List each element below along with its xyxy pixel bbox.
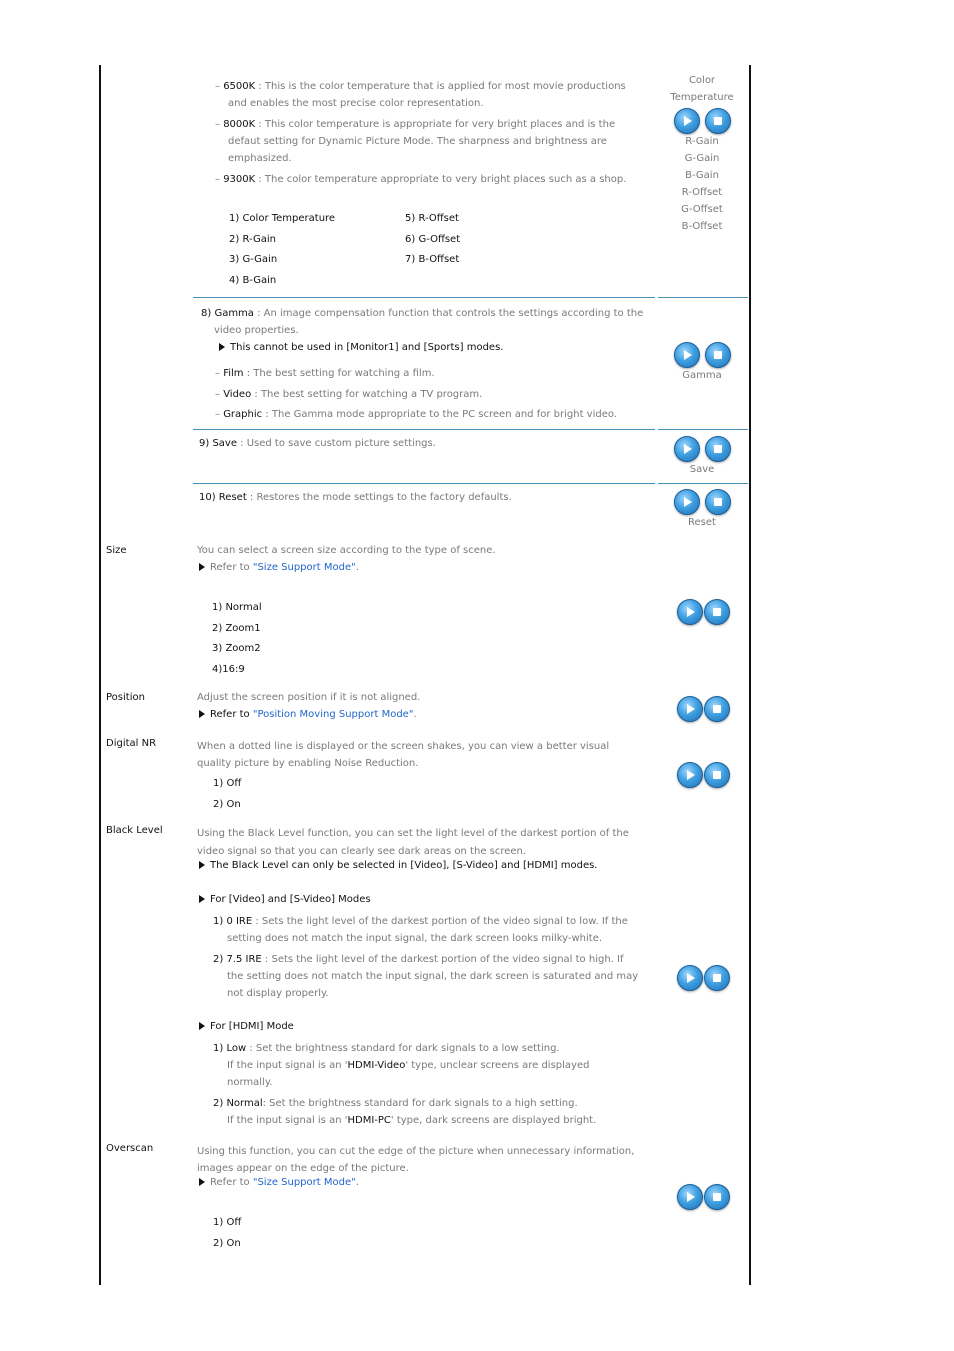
refer-suffix: . xyxy=(355,1177,359,1188)
list-item: 2) On xyxy=(213,1237,241,1249)
play-button-icon[interactable] xyxy=(677,762,703,788)
list-item: 4) B-Gain xyxy=(229,275,277,287)
item-desc: : The best setting for watching a TV program. xyxy=(251,388,483,400)
low-item xyxy=(213,1040,589,1091)
item-desc-line2: the setting does not match the input signal, the dark screen is saturated and may xyxy=(227,971,639,982)
color-temp-buttons xyxy=(674,108,730,134)
play-button-icon[interactable] xyxy=(674,108,700,134)
play-button-icon[interactable] xyxy=(674,342,700,368)
list-item: 1) Off xyxy=(213,778,242,789)
save-side-label: Save xyxy=(689,464,715,475)
stop-button-icon[interactable] xyxy=(705,342,731,368)
item-desc-line2: setting does not match the input signal, the dark screen looks milky-white. xyxy=(227,933,603,944)
list-item: 3) Zoom2 xyxy=(212,643,261,655)
black-level-desc xyxy=(197,825,629,860)
size-support-mode-link[interactable]: "Size Support Mode" xyxy=(252,1177,356,1188)
stop-button-icon[interactable] xyxy=(705,436,731,462)
color-temp-6500k: – 6500K : This is the color temperature that is applied for most movie productions and enables the most precise color representation. xyxy=(215,78,626,112)
list-item: 5) R-Offset xyxy=(405,213,459,224)
list-item: 6) G-Offset xyxy=(405,233,461,245)
list-item: 7) B-Offset xyxy=(405,254,460,266)
bullet-triangle-icon xyxy=(199,563,205,571)
side-item: R-Gain xyxy=(685,136,719,147)
black-level-title: Black Level xyxy=(106,825,163,836)
section-divider xyxy=(658,483,748,484)
digital-nr-desc xyxy=(197,738,609,772)
left-border-line xyxy=(99,65,101,1285)
side-item: G-Gain xyxy=(684,153,720,164)
gamma-buttons xyxy=(674,342,730,368)
list-item: – Film : The best setting for watching a film. xyxy=(215,368,435,379)
list-item: 4)16:9 xyxy=(212,664,245,676)
ire0-item xyxy=(213,913,628,947)
save-desc: : Used to save custom picture settings. xyxy=(237,438,436,449)
desc-part: ' type, unclear screens are displayed xyxy=(405,1060,590,1071)
list-item: 2) Zoom1 xyxy=(212,622,261,634)
list-item: – Graphic : The Gamma mode appropriate to the PC screen and for bright video. xyxy=(215,409,617,421)
desc-part: If the input signal is an ' xyxy=(227,1115,348,1126)
item-key: Graphic xyxy=(223,409,263,421)
size-support-mode-link[interactable]: "Size Support Mode" xyxy=(252,562,356,573)
save-buttons xyxy=(674,436,730,462)
section-divider xyxy=(658,429,748,430)
item-desc-line3: normally. xyxy=(227,1077,273,1088)
refer-suffix: . xyxy=(355,562,359,573)
desc-line: When a dotted line is displayed or the screen shakes, you can view a better visual xyxy=(197,741,610,752)
desc-line: Using this function, you can cut the edge of the picture when unnecessary information, xyxy=(197,1146,635,1157)
size-buttons xyxy=(677,599,733,625)
position-refer xyxy=(199,709,417,720)
list-item: 1) Color Temperature xyxy=(229,213,336,224)
position-buttons xyxy=(677,696,733,722)
bullet-triangle-icon xyxy=(199,1178,205,1186)
desc-part: ' type, dark screens are displayed bright. xyxy=(390,1115,597,1126)
desc-line: quality picture by enabling Noise Reduction. xyxy=(197,758,419,769)
settings-list-col2 xyxy=(405,209,460,271)
save-section xyxy=(199,438,436,449)
heading-text: For [Video] and [S-Video] Modes xyxy=(210,894,371,905)
color-temp-side-items xyxy=(656,133,748,235)
list-item: 1) Off xyxy=(213,1217,242,1228)
right-border-line xyxy=(749,65,751,1285)
black-level-buttons xyxy=(677,965,733,991)
color-temp-9300k: – 9300K : The color temperature appropriate to very bright places such as a shop. xyxy=(215,174,627,185)
list-item: – Video : The best setting for watching a TV program. xyxy=(215,388,483,400)
list-item: 1) Normal xyxy=(212,602,262,613)
digital-nr-title: Digital NR xyxy=(106,738,157,749)
item-desc: : The best setting for watching a film. xyxy=(243,368,435,379)
desc-line: Using the Black Level function, you can set the light level of the darkest portion of the xyxy=(197,828,629,839)
section-divider xyxy=(193,297,655,298)
save-label: 9) Save xyxy=(199,438,237,449)
item-desc-line3: emphasized. xyxy=(228,153,292,164)
desc-line: images appear on the edge of the picture. xyxy=(197,1163,409,1174)
refer-prefix: Refer to xyxy=(210,562,253,573)
item-key: 2) Normal xyxy=(213,1098,263,1109)
signal-type: HDMI-Video xyxy=(347,1060,406,1071)
bullet-triangle-icon xyxy=(199,710,205,718)
play-button-icon[interactable] xyxy=(674,436,700,462)
item-key: 1) Low xyxy=(213,1043,247,1054)
black-level-note xyxy=(199,860,598,871)
gamma-desc-line2: video properties. xyxy=(214,325,299,336)
gamma-note-text: This cannot be used in [Monitor1] and [Sports] modes. xyxy=(230,342,504,353)
size-desc: You can select a screen size according to the type of scene. xyxy=(197,545,496,556)
gamma-desc: : An image compensation function that controls the settings according to the xyxy=(253,308,644,319)
side-title-line2: Temperature xyxy=(670,92,734,103)
item-key: Video xyxy=(223,388,252,400)
video-modes-heading xyxy=(199,894,371,905)
item-key: 2) 7.5 IRE xyxy=(213,954,262,965)
overscan-refer xyxy=(199,1177,359,1188)
section-divider xyxy=(658,297,748,298)
heading-text: For [HDMI] Mode xyxy=(210,1021,294,1032)
gamma-label: 8) Gamma xyxy=(201,308,254,319)
overscan-title: Overscan xyxy=(106,1143,154,1154)
color-temp-side-title xyxy=(656,72,748,106)
refer-suffix: . xyxy=(413,709,417,720)
side-item: G-Offset xyxy=(681,204,723,215)
reset-side-label: Reset xyxy=(688,517,716,528)
size-options xyxy=(212,598,262,681)
settings-list-col1 xyxy=(229,209,335,292)
item-key: 8000K xyxy=(223,119,256,130)
item-desc: : Sets the light level of the darkest portion of the video signal to high. If xyxy=(261,954,624,965)
normal-item xyxy=(213,1095,596,1129)
reset-section xyxy=(199,492,512,503)
item-key: 1) 0 IRE xyxy=(213,916,253,927)
play-button-icon[interactable] xyxy=(677,1184,703,1210)
note-text: The Black Level can only be selected in [Video], [S-Video] and [HDMI] modes. xyxy=(210,860,598,871)
item-desc: : This is the color temperature that is applied for most movie productions xyxy=(255,81,626,92)
position-moving-support-mode-link[interactable]: "Position Moving Support Mode" xyxy=(252,709,414,720)
bullet-triangle-icon xyxy=(219,343,225,351)
signal-type: HDMI-PC xyxy=(347,1115,391,1126)
play-button-icon[interactable] xyxy=(677,696,703,722)
item-desc: : This color temperature is appropriate for very bright places and is the xyxy=(255,119,616,130)
side-item: B-Gain xyxy=(685,170,719,181)
item-desc: : Set the brightness standard for dark signals to a low setting. xyxy=(246,1043,560,1054)
item-desc: : Set the brightness standard for dark signals to a high setting. xyxy=(262,1098,578,1109)
digital-nr-options xyxy=(213,774,241,815)
stop-button-icon[interactable] xyxy=(704,762,730,788)
refer-prefix: Refer to xyxy=(210,709,253,720)
reset-label: 10) Reset xyxy=(199,492,247,503)
item-desc: : Sets the light level of the darkest portion of the video signal to low. If the xyxy=(252,916,628,927)
desc-line: video signal so that you can clearly see dark areas on the screen. xyxy=(197,845,527,857)
play-button-icon[interactable] xyxy=(674,489,700,515)
gamma-items xyxy=(215,364,617,426)
stop-button-icon[interactable] xyxy=(705,489,731,515)
position-title: Position xyxy=(106,692,145,703)
bullet-triangle-icon xyxy=(199,861,205,869)
overscan-buttons xyxy=(677,1184,733,1210)
item-desc: : The color temperature appropriate to very bright places such as a shop. xyxy=(255,174,627,185)
ire75-item xyxy=(213,951,638,1002)
side-title-line1: Color xyxy=(688,75,716,86)
position-desc: Adjust the screen position if it is not aligned. xyxy=(197,692,421,703)
reset-buttons xyxy=(674,489,730,515)
item-key: 9300K xyxy=(223,174,256,185)
stop-button-icon[interactable] xyxy=(704,599,730,625)
stop-button-icon[interactable] xyxy=(704,696,730,722)
list-item: 2) On xyxy=(213,798,241,810)
item-desc-line2: and enables the most precise color representation. xyxy=(228,98,484,109)
section-divider xyxy=(193,483,655,484)
item-key: Film xyxy=(223,368,244,379)
color-temp-8000k: – 8000K : This color temperature is appropriate for very bright places and is the defaut setting for Dynamic Picture Mode. The sharpness and brightness are emphasized. xyxy=(215,116,615,167)
size-refer xyxy=(199,562,359,573)
item-desc-line3: not display properly. xyxy=(227,988,329,999)
stop-button-icon[interactable] xyxy=(705,108,731,134)
reset-desc: : Restores the mode settings to the factory defaults. xyxy=(246,492,512,503)
section-divider xyxy=(193,429,655,430)
play-button-icon[interactable] xyxy=(677,599,703,625)
list-item: 2) R-Gain xyxy=(229,233,276,245)
bullet-triangle-icon xyxy=(199,1022,205,1030)
item-key: 6500K xyxy=(223,81,256,92)
refer-prefix: Refer to xyxy=(210,1177,253,1188)
item-desc: : The Gamma mode appropriate to the PC screen and for bright video. xyxy=(262,409,617,421)
gamma-section xyxy=(201,305,643,339)
overscan-options xyxy=(213,1213,241,1254)
stop-button-icon[interactable] xyxy=(704,965,730,991)
bullet-triangle-icon xyxy=(199,895,205,903)
play-button-icon[interactable] xyxy=(677,965,703,991)
gamma-note xyxy=(219,342,503,353)
list-item: 3) G-Gain xyxy=(229,254,278,266)
item-desc-line2: defaut setting for Dynamic Picture Mode. The sharpness and brightness are xyxy=(228,136,607,147)
stop-button-icon[interactable] xyxy=(704,1184,730,1210)
side-item: R-Offset xyxy=(681,187,723,198)
size-title: Size xyxy=(106,545,127,556)
gamma-side-label: Gamma xyxy=(682,370,722,381)
side-item: B-Offset xyxy=(681,221,723,232)
overscan-desc xyxy=(197,1143,634,1177)
hdmi-mode-heading xyxy=(199,1021,294,1032)
digital-nr-buttons xyxy=(677,762,733,788)
desc-part: If the input signal is an ' xyxy=(227,1060,348,1071)
